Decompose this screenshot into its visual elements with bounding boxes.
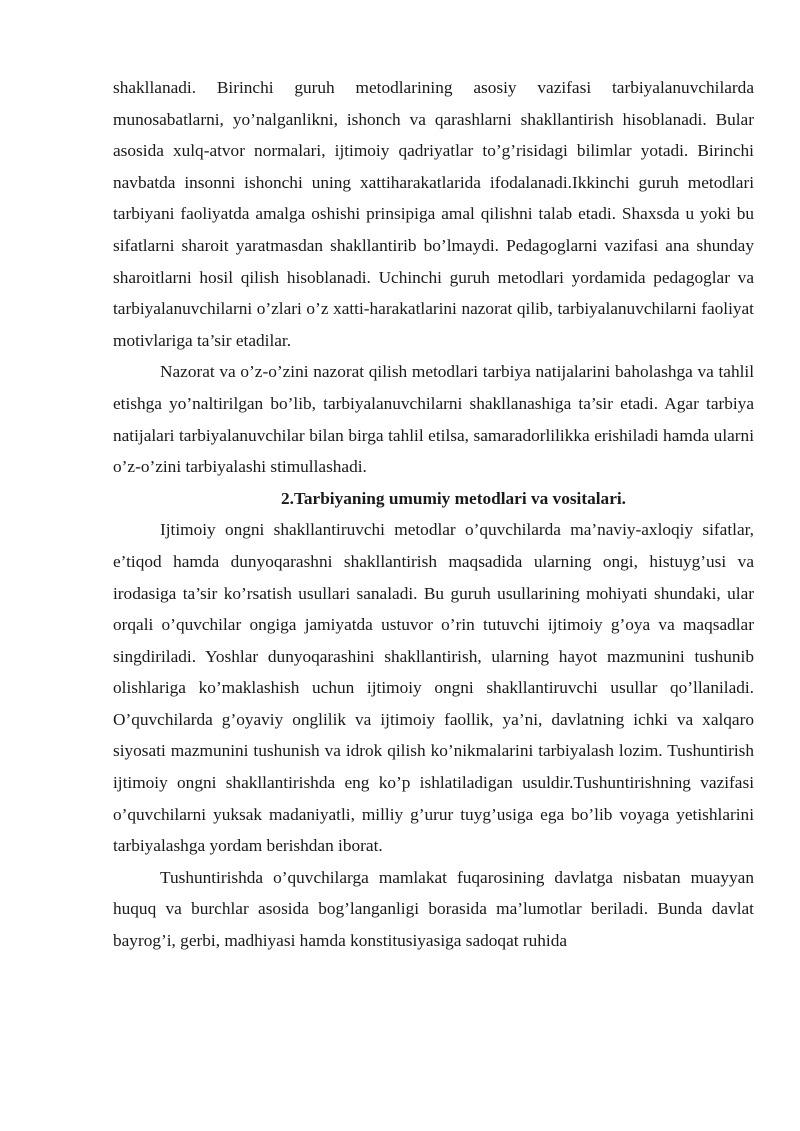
paragraph-4: Tushuntirishda o’quvchilarga mamlakat fuqarosining davlatga nisbatan muayyan huquq va burchlar asosida bog’langanligi borasida ma’lumotlar beriladi. Bunda davlat bayrog’i, gerbi, madhiyasi hamda konstitusiyasiga sadoqat ruhida [113, 867, 754, 951]
section-heading: 2.Tarbiyaning umumiy metodlari va vositalari. [280, 488, 626, 508]
document-page [113, 72, 754, 957]
paragraph-2: Nazorat va o’z-o’zini nazorat qilish metodlari tarbiya natijalarini baholashga va tahlil etishga yo’naltirilgan bo’lib, tarbiyalanuvchilarni shakllanashiga ta’sir etadi. Agar tarbiya natijalari tarbiyalanuvchilar bilan birga tahlil etilsa, samaradorlilikka erishiladi hamda ularni o’z-o’zini tarbiyalashi stimullashadi. [113, 362, 754, 477]
paragraph-3: Ijtimoiy ongni shakllantiruvchi metodlar o’quvchilarda ma’naviy-axloqiy sifatlar, e’tiqod hamda dunyoqarashni shakllantirish maqsadida ularning ongi, histuyg’usi va irodasiga ta’sir ko’rsatish usullari sanaladi. Bu guruh usullarining mohiyati shundaki, ular orqali o’quvchilar ongiga jamiyatda ustuvor o’rin tutuvchi ijtimoiy g’oya va maqsadlar singdiriladi. Yoshlar dunyoqarashini shakllantirish, ularning hayot mazmunini tushunib olishlariga ko’maklashish uchun ijtimoiy ongni shakllantiruvchi usullar qo’llaniladi. O’quvchilarda g’oyaviy onglilik va ijtimoiy faollik, ya’ni, davlatning ichki va xalqaro siyosati mazmunini tushunish va idrok qilish ko’nikmalarini tarbiyalash lozim. Tushuntirish ijtimoiy ongni shakllantirishda eng ko’p ishlatiladigan usuldir.Tushuntirishning vazifasi o’quvchilarni yuksak madaniyatli, milliy g’urur tuyg’usiga ega bo’lib voyaga yetishlarini tarbiyalashga yordam berishdan iborat. [113, 520, 754, 856]
paragraph-1: shakllanadi. Birinchi guruh metodlarining asosiy vazifasi tarbiyalanuvchilarda munosabatlarni, yo’nalganlikni, ishonch va qarashlarni shakllantirish hisoblanadi. Bular asosida xulq-atvor normalari, ijtimoiy qadriyatlar to’g’risidagi bilimlar yotadi. Birinchi navbatda insonni ishonchi uning xattiharakatlarida ifodalanadi.Ikkinchi guruh metodlari tarbiyani faoliyatda amalga oshishi prinsipiga amal qilishni talab etadi. Shaxsda u yoki bu sifatlarni sharoit yaratmasdan shakllantirib bo’lmaydi. Pedagoglarni vazifasi ana shunday sharoitlarni hosil qilish hisoblanadi. Uchinchi guruh metodlari yordamida pedagoglar va tarbiyalanuvchilarni o’zlari o’z xatti-harakatlarini nazorat qilib, tarbiyalanuvchilarni faoliyat motivlariga ta’sir etadilar. [113, 78, 754, 350]
